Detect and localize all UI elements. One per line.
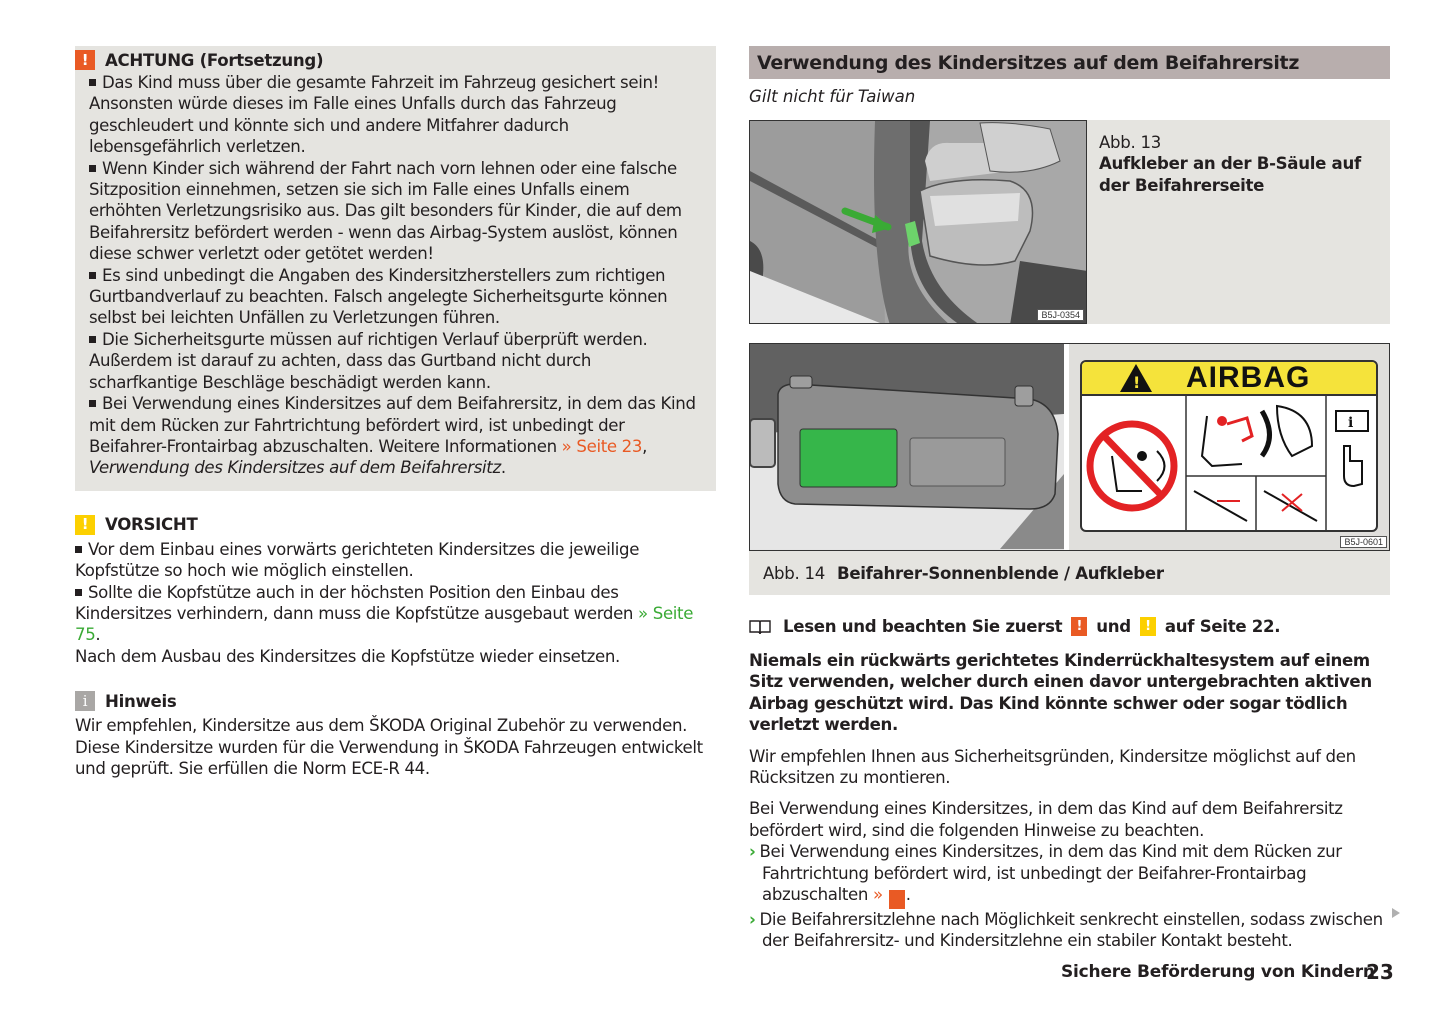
sun-visor-icon [750,344,1064,549]
achtung-title: ACHTUNG (Fortsetzung) [105,50,324,70]
airbag-pictogram-grid [1082,396,1376,530]
section-heading: Verwendung des Kindersitzes auf dem Beifahrersitz [749,46,1390,79]
car-door-b-pillar-icon [750,121,1087,324]
page-number: 23 [1366,960,1394,984]
figure-14 [749,343,1390,595]
bullet-icon [89,79,96,86]
bullet-icon [89,165,96,172]
instructions-intro: Bei Verwendung eines Kindersitzes, in dem das Kind auf dem Beifahrersitz befördert wird, sind die folgenden Hinweise zu beachten. [749,799,1343,840]
b-pillar-illustration [749,120,1087,324]
achtung-item: Das Kind muss über die gesamte Fahrzeit im Fahrzeug gesichert sein! Ansonsten würde dieses im Falle eines Unfalls durch das Fahrzeug geschleudert und könnte sich und andere Mitfahrer dadurch lebensgefährlich verletzen. [89,73,659,157]
hinweis-section [75,689,716,779]
svg-text:i: i [1348,415,1354,431]
airbag-sticker-title: AIRBAG [1186,361,1311,394]
warning-exclamation-icon[interactable]: ! [1071,617,1087,636]
warning-exclamation-icon: ! [75,50,95,70]
sun-visor-illustration [750,344,1069,550]
caution-exclamation-icon: ! [75,515,95,535]
figure-14-number: Abb. 14 [763,563,825,583]
list-item: › Bei Verwendung eines Kindersitzes, in dem das Kind mit dem Rücken zur Fahrtrichtung befördert wird, ist unbedingt der Beifahrer-Frontairbag abzuschalten » ! . [749,842,1342,908]
page-75-link[interactable]: » Seite 75 [75,603,694,645]
bullet-icon [89,336,96,343]
chevron-right-icon: › [749,910,756,930]
vorsicht-title: VORSICHT [105,515,198,535]
achtung-item: Wenn Kinder sich während der Fahrt nach vorn lehnen oder eine falsche Sitzposition einnehmen, setzen sie sich im Falle eines Unfalls einem erhöhten Verletzungsrisiko aus. Das gilt besonders für Kinder, die auf dem Beifahrersitz befördert werden - wenn das Airbag-System auslöst, können diese schwer verletzt oder getötet werden! [89,158,682,264]
cross-ref-post: auf Seite 22. [1164,617,1281,636]
vorsicht-body [75,539,716,667]
hinweis-text: Wir empfehlen, Kindersitze aus dem ŠKODA Original Zubehör zu verwenden. Diese Kindersitze wurden für die Verwendung in ŠKODA Fahrzeugen entwickelt und geprüft. Sie erfüllen die Norm ECE-R 44. [75,716,703,778]
chevron-right-icon: › [749,842,756,862]
section-reference: Verwendung des Kindersitzes auf dem Beifahrersitz [89,458,501,478]
achtung-item: Bei Verwendung eines Kindersitzes auf dem Beifahrersitz, in dem das Kind mit dem Rücken zur Fahrtrichtung befördert wird, ist unbedingt der Beifahrer-Frontairbag abzuschalten. Weitere Informationen » Seite 23, Verwendung des Kindersitzes auf dem Beifahrersitz. [89,394,696,478]
region-note: Gilt nicht für Taiwan [749,87,916,106]
achtung-box [75,46,716,491]
achtung-body [89,72,702,479]
vorsicht-header [75,513,716,537]
chapter-footer: Sichere Beförderung von Kindern [1061,962,1375,982]
bullet-icon [89,272,96,279]
airbag-warning-paragraph: Niemals ein rückwärts gerichtetes Kinderrückhaltesystem auf einem Sitz verwenden, welcher durch einen davor untergebrachten aktiven Airbag geschützt wird. Das Kind könnte schwer oder sogar tödlich verletzt werden. [749,651,1372,735]
page-23-link[interactable]: » Seite 23 [561,436,643,456]
achtung-header [75,48,702,72]
warning-link[interactable]: » [872,885,883,905]
bullet-icon [75,589,82,596]
vorsicht-section [75,513,716,667]
right-column [749,46,1390,952]
figure-13-caption [1087,120,1390,324]
cross-ref-pre: Lesen und beachten Sie zuerst [783,617,1063,636]
instructions-list [749,841,1390,952]
figure-14-title: Beifahrer-Sonnenblende / Aufkleber [836,563,1164,583]
figure-13 [749,120,1390,324]
cross-ref-mid: und [1096,617,1131,636]
warning-triangle-icon: ! [1120,364,1152,392]
bullet-icon [89,400,96,407]
airbag-sticker-header [1082,362,1376,396]
airbag-pictograms-icon [1082,396,1376,530]
vorsicht-item: Sollte die Kopfstütze auch in der höchsten Position den Einbau des Kindersitzes verhindern, dann muss die Kopfstütze ausgebaut werden » Seite 75. Nach dem Ausbau des Kindersitzes die Kopfstütze wieder einsetzen. [75,582,694,666]
left-column [75,46,716,779]
open-book-icon [749,619,771,635]
achtung-item: Die Sicherheitsgurte müssen auf richtigen Verlauf überprüft werden. Außerdem ist darauf zu achten, dass das Gurtband nicht durch scharfkantige Beschläge beschädigt werden kann. [89,329,648,392]
airbag-warning-sticker [1080,360,1378,532]
cross-reference [749,617,1390,636]
continue-arrow-icon [1392,908,1400,918]
airbag-sticker-panel [1069,344,1389,550]
achtung-item: Es sind unbedingt die Angaben des Kindersitzherstellers zum richtigen Gurtbandverlauf zu beachten. Falsch angelegte Sicherheitsgurte können selbst bei leichten Unfällen zu Verletzungen führen. [89,265,668,328]
hinweis-title: Hinweis [105,691,177,711]
figure-13-number: Abb. 13 [1099,133,1161,152]
figure-ref-code: B5J-0601 [1340,536,1387,548]
figure-14-caption [749,551,1390,595]
figure-14-images [749,343,1390,551]
vorsicht-item: Vor dem Einbau eines vorwärts gerichteten Kindersitzes die jeweilige Kopfstütze so hoch wie möglich einstellen. [75,539,640,581]
figure-ref-code: B5J-0354 [1037,309,1084,321]
hinweis-header [75,689,716,713]
warning-exclamation-icon[interactable]: ! [889,890,905,909]
bullet-icon [75,546,82,553]
recommendation-paragraph: Wir empfehlen Ihnen aus Sicherheitsgründen, Kindersitze möglichst auf den Rücksitzen zu montieren. [749,746,1356,788]
caution-exclamation-icon[interactable]: ! [1140,617,1156,636]
list-item: › Die Beifahrersitzlehne nach Möglichkeit senkrecht einstellen, sodass zwischen der Beifahrersitz- und Kindersitzlehne ein stabiler Kontakt besteht. [749,910,1383,951]
figure-13-title: Aufkleber an der B-Säule auf der Beifahrerseite [1099,154,1361,195]
info-icon: i [75,691,95,711]
